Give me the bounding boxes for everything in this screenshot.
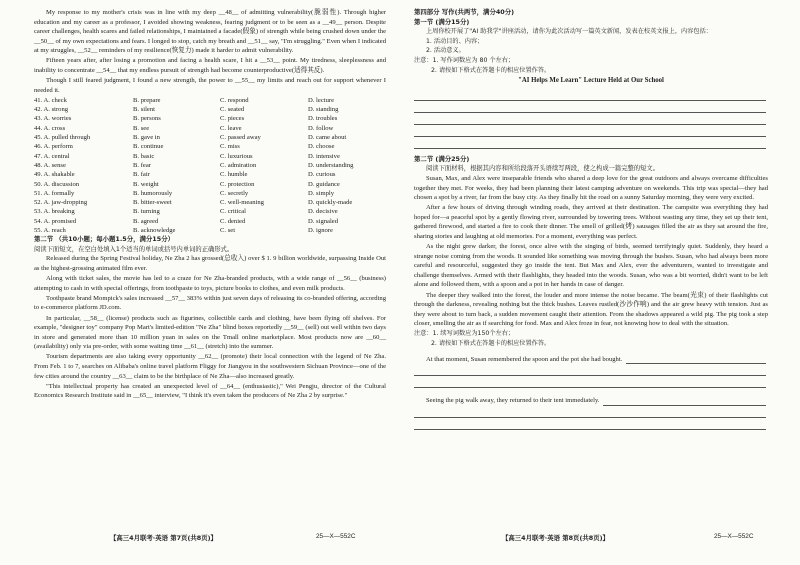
option-row: 48. A. sense B. fear C. admiration D. understanding xyxy=(34,161,354,169)
grammar-paragraph-2: Along with ticket sales, the movie has led to a craze for Ne Zha-branded products, with a wide range of __56__ (business) attempting to cash in with special offerings, from toothpaste to toys, picture books to clothes, and even milk products. xyxy=(34,275,386,292)
writing-line[interactable] xyxy=(603,398,766,406)
left-page xyxy=(34,8,386,401)
writing-line[interactable] xyxy=(414,137,766,149)
writing-line[interactable] xyxy=(414,364,766,376)
footer-right-title: 【高三4月联考·英语 第8页(共8页)】 xyxy=(502,534,609,542)
grammar-paragraph-5: Tourism departments are also taking every opportunity __62__ (promote) their local connection with the legend of Ne Zha. From Feb. 1 to 7, searches on Alibaba's online travel platform Fliggy for Jiangyou in the southwestern Sichuan Province—one of the few cities around the country __63__ claim to be the birthplace of Ne Zha—also increased greatly. xyxy=(34,353,386,380)
story-paragraph-1: Susan, Max, and Alex were inseparable friends who shared a deep love for the great outdoors and always overcame difficulties together they met. For weeks, they had been planning their latest camping adventure on weekends. This trip was special—they had chosen a spot by a river, far from the busy city. As they finally hit the road on a sunny Saturday morning, they were very excited. xyxy=(414,174,768,202)
writing-line[interactable] xyxy=(414,406,766,418)
option-row: 54. A. promised B. agreed C. denied D. signaled xyxy=(34,217,339,225)
writing-line[interactable] xyxy=(414,418,766,430)
option-row: 42. A. strong B. silent C. seated D. standing xyxy=(34,106,339,114)
option-row: 49. A. shakable B. fair C. humble D. curious xyxy=(34,171,336,179)
option-row: 43. A. worries B. persons C. pieces D. troubles xyxy=(34,115,338,123)
notes-2-block xyxy=(414,329,768,339)
story-paragraph-3: As the night grew darker, the forest, once alive with the singing of birds, seemed terrifyingly quiet. Suddenly, they heard a strange noise coming from the woods. It sounded like something was moving through the bushes. Susan, who had always been more careful and resourceful, suggested they go inside the tent. But Max and Alex, ever the adventurers, wanted to investigate and challenge themselves. Armed with their flashlights, they headed into the woods. Susan, who was a bit worried, didn't want to be left alone and followed them, with a spoon and a pot in her hands in case of danger. xyxy=(414,243,768,289)
option-row: 45. A. pulled through B. gave in C. passed away D. came about xyxy=(34,134,347,142)
part-4-title: 第四部分 写作(共两节，满分40分) xyxy=(414,8,515,16)
cloze-paragraph-1: My response to my mother's crisis was in line with my deep __48__ of admitting vulnerability(脆弱性). Through higher education and my career as a professor, I avoided showing weakness, fearing judgment or to be seen as a __49__ person. Despite career challenges, health scares and failed relationships, I maintained a facade(假象) of strength while being crushed down under the __50__ of my own expectations and fears. I longed to stop, catch my breath and __51__ say, "I'm struggling." Even when I indicated at my struggles, __52__ reminders of my resilience(恢复力) made it harder to admit vulnerability. xyxy=(34,9,386,55)
news-title: "AI Helps Me Learn" Lecture Held at Our School xyxy=(518,77,664,85)
option-row: 52. A. jaw-dropping B. bitter-sweet C. well-meaning D. quickly-made xyxy=(34,199,353,207)
grammar-paragraph-6: "This intellectual property has created an unexpected level of __64__ (enthusiastic)," Wei Pengju, director of the Cultural Economics Research Institute said in __65__ interview, "I think it's even taken the producers of Ne Zha 2 by surprise." xyxy=(34,382,386,400)
note-2-2: 2. 请按如下格式在答题卡的相应位置作答。 xyxy=(431,340,551,348)
option-row: 51. A. formally B. humorously C. secretly D. simply xyxy=(34,189,335,197)
notes-label: 注意： xyxy=(414,56,433,64)
writing-line[interactable] xyxy=(414,113,766,125)
cloze-paragraph-3: Though I still feared judgment, I found a new strength, the power to __55__ my limits and reach out for support whenever I needed it. xyxy=(34,77,386,94)
writing-task: 上周你校开展了"AI 助我学"讲座活动，请你为此次活动写一篇英文新闻，发表在校英文报上，内容包括： xyxy=(426,28,712,36)
section-2-title: 第二节 （共10小题；每小题1.5分，满分15分） xyxy=(34,235,174,244)
note-2: 2. 请按如下格式在答题卡的相应位置作答。 xyxy=(431,66,551,74)
writing-line[interactable] xyxy=(414,376,766,388)
note-1: 1. 写作词数应为 80 个左右； xyxy=(432,56,515,64)
prompt-1-text: At that moment, Susan remembered the spoon and the pot she had bought. xyxy=(426,355,623,363)
cloze-paragraph-2: Fifteen years after, after losing a promotion and facing a health scare, I hit a __53__ point. My tiredness, sleeplessness and inability to concentrate __54__ that my endless pursuit of strength had become counterproductive(适得其反). xyxy=(34,57,386,75)
option-row: 47. A. central B. basic C. luxurious D. intensive xyxy=(34,152,340,160)
right-page xyxy=(414,8,768,430)
writing-section-2-title: 第二节 (满分25分) xyxy=(414,154,470,163)
continuation-prompt-1 xyxy=(414,355,768,365)
writing-section-1-title: 第一节 (满分15分) xyxy=(414,17,470,26)
story-paragraph-2: After a few hours of driving through winding roads, they arrived at their destination. The campsite was everything they had hoped for—a peaceful spot by a gently flowing river, surrounded by towering trees. Without wasting any time, they set up their tent, gathered firewood, and started a fire to cook their dinner. The smell of grilled(烤) sausages filled the air as they sat around the fire, sharing stories and laughing at old memories. For a moment, everything was perfect. xyxy=(414,204,768,240)
footer-right-code: 25—X—552C xyxy=(714,533,754,540)
story-paragraph-4: The deeper they walked into the forest, the louder and more intense the noise became. The beam(光束) of their flashlights cut through the darkness, revealing nothing but the thick bushes. Leaves rustled(沙沙作响) and the air grew heavy with tension. Just as they were about to turn back, a sudden movement caught their attention. From the shadows appeared a wild pig. The pig took a step closer, smelling the air as if searching for food. Max and Alex froze in fear, not knowing how to deal with the situation. xyxy=(414,291,768,328)
continuation-prompt-2 xyxy=(414,396,768,406)
section-2-instructions: 阅读下面短文，在空白处填入1个适当的单词或括号内单词的正确形式。 xyxy=(34,245,234,253)
writing-line[interactable] xyxy=(414,101,766,113)
note-2-1: 1. 续写词数应为150个左右； xyxy=(432,330,515,338)
option-row: 53. A. breaking B. turning C. critical D. decisive xyxy=(34,208,338,216)
grammar-paragraph-3: Toothpaste brand Mompick's sales increased __57__ 383% within just seven days of releasing its co-branded offering, according to e-commerce platform JD.com. xyxy=(34,294,386,312)
notes-block xyxy=(414,56,768,66)
prompt-2-text: Seeing the pig walk away, they returned to their tent immediately. xyxy=(426,397,600,405)
writing-line[interactable] xyxy=(626,356,766,364)
cloze-options xyxy=(34,96,386,235)
content-point-2: 2. 活动意义。 xyxy=(426,47,465,55)
writing-line[interactable] xyxy=(414,89,766,101)
option-row: 41. A. check B. prepare C. respond D. lecture xyxy=(34,96,334,104)
grammar-paragraph-1: Released during the Spring Festival holiday, Ne Zha 2 has grossed(总收入) over $ 1. 9 billion worldwide, surpassing Inside Out as the highest-grossing animated film ever. xyxy=(34,255,386,273)
option-row: 46. A. perform B. continue C. miss D. choose xyxy=(34,143,335,151)
footer-left-code: 25—X—552C xyxy=(316,533,356,540)
footer-left-title: 【高三4月联考·英语 第7页(共8页)】 xyxy=(110,534,217,542)
option-row: 44. A. cross B. see C. leave D. follow xyxy=(34,124,334,132)
continuation-instructions: 阅读下面材料，根据其内容和所给段落开头语续写两段，使之构成一篇完整的短文。 xyxy=(426,165,659,173)
notes-2-label: 注意： xyxy=(414,330,433,338)
writing-line[interactable] xyxy=(414,125,766,137)
option-row: 50. A. discussion B. weight C. protection D. guidance xyxy=(34,180,340,188)
option-row: 55. A. reach B. acknowledge C. set D. ignore xyxy=(34,227,333,234)
content-point-1: 1. 活动目的、内容； xyxy=(426,37,484,45)
grammar-paragraph-4: In particular, __58__ (license) products such as figurines, collectible cards and clothing, have been flying off shelves. For example, "designer toy" company Pop Mart's limited-edition "Ne Zha" blind boxes reportedly __59__ (sell) out well within two days in store and generated more than 10 million yuan in sales on the Tmall online marketplace. Most products now are __60__ (availability) only via pre-order, with some waiting time __61__ (stretch) into the summer. xyxy=(34,314,386,351)
